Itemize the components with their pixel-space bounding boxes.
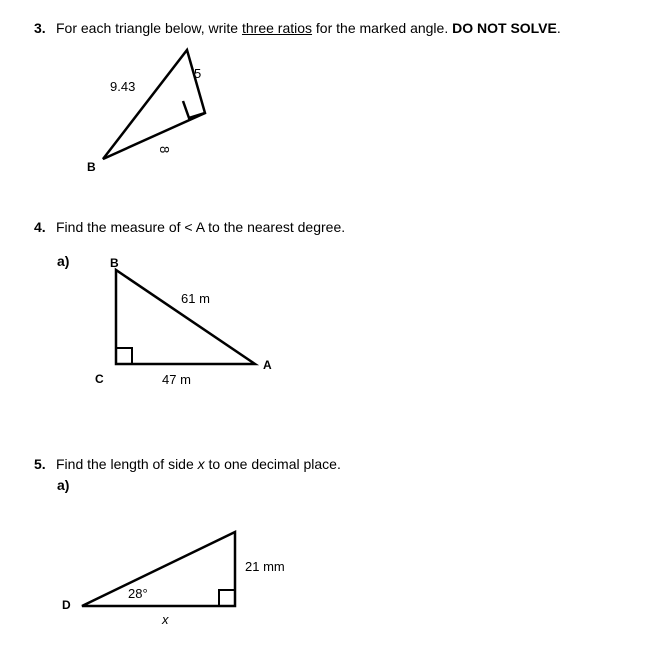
label-angle: 28° — [128, 586, 148, 601]
vertex-label-b: B — [87, 160, 96, 174]
triangle-q4 — [95, 256, 272, 387]
question-text-continued: for the marked angle. — [312, 20, 453, 36]
underlined-phrase: three ratios — [241, 20, 313, 36]
question-number: 4. — [34, 219, 46, 235]
label-hypotenuse: 61 m — [181, 291, 210, 306]
label-base: 47 m — [162, 372, 191, 387]
question-number: 3. — [34, 20, 46, 36]
triangle-q5-outline — [82, 532, 235, 606]
vertex-label-b: B — [110, 256, 119, 270]
period: . — [556, 20, 561, 36]
question-text: Find the measure of < A to the nearest degree. — [56, 219, 346, 235]
question-text: Find the length of side — [56, 456, 198, 472]
part-label-4a: a) — [57, 253, 70, 269]
label-base-x: x — [162, 612, 169, 627]
question-number: 5. — [34, 456, 46, 472]
right-angle-marker — [219, 590, 235, 606]
triangle-q3 — [87, 50, 205, 174]
triangle-q3-outline — [103, 50, 205, 159]
part-label-5a: a) — [57, 477, 70, 493]
vertex-label-d: D — [62, 598, 71, 612]
triangle-q4-outline — [116, 270, 255, 364]
right-angle-marker — [116, 348, 132, 364]
label-short-leg: 5 — [194, 66, 202, 81]
variable-x: x — [197, 456, 205, 472]
label-long-leg: 8 — [157, 146, 172, 154]
emphasis-text: DO NOT SOLVE — [452, 20, 557, 36]
question-text-continued: to one decimal place. — [204, 456, 341, 472]
question-text: For each triangle below, write — [56, 20, 242, 36]
vertex-label-c: C — [95, 372, 104, 386]
label-hypotenuse: 9.43 — [110, 79, 136, 94]
vertex-label-a: A — [263, 358, 272, 372]
label-vertical-side: 21 mm — [245, 559, 285, 574]
triangle-q5 — [62, 532, 285, 627]
